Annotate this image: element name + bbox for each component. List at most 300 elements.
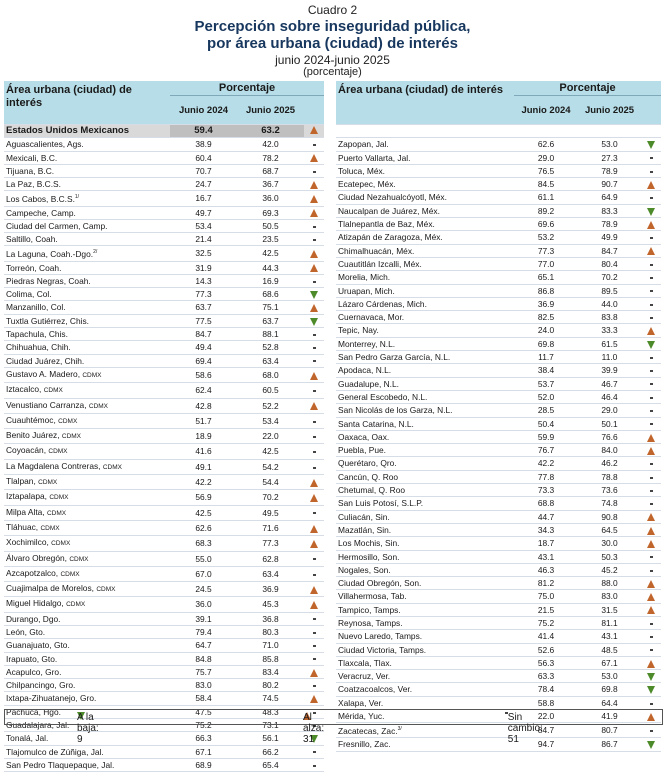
city-name: Culiacán, Sin.	[336, 510, 514, 523]
city-name: Los Mochis, Sin.	[336, 537, 514, 550]
table-row	[4, 536, 324, 551]
city-name: Ecatepec, Méx.	[336, 178, 514, 191]
right-table	[336, 81, 661, 752]
value-2024: 68.8	[514, 497, 578, 510]
trend-up-icon	[647, 513, 655, 521]
value-2024: 58.6	[170, 367, 237, 382]
value-2025: 45.2	[578, 563, 641, 576]
percentage-header: Porcentaje	[170, 81, 324, 96]
trend-up-icon	[310, 154, 318, 162]
value-2025: 68.0	[237, 367, 304, 382]
value-2024: 84.8	[170, 652, 237, 665]
value-2025: 83.8	[578, 311, 641, 324]
table-row	[4, 367, 324, 382]
value-2024: 77.5	[170, 314, 237, 327]
city-name: Manzanillo, Col.	[4, 301, 170, 314]
table-row	[4, 354, 324, 367]
trend-down-icon	[647, 208, 655, 216]
no-change-icon	[313, 281, 316, 283]
trend-header-right	[641, 96, 661, 125]
city-name: Cuajimalpa de Morelos, CDMX	[4, 582, 170, 597]
value-2025: 78.2	[237, 151, 304, 164]
no-change-icon	[313, 765, 316, 767]
value-2024: 24.0	[514, 324, 578, 337]
value-2025: 46.4	[578, 390, 641, 403]
value-2024: 14.3	[170, 274, 237, 287]
value-2024: 63.7	[170, 301, 237, 314]
table-row	[336, 337, 661, 350]
table-row	[336, 164, 661, 177]
no-change-icon	[313, 390, 316, 392]
city-name: Tlalnepantla de Baz, Méx.	[336, 218, 514, 231]
value-2024: 70.7	[170, 164, 237, 177]
city-name: San Nicolás de los Garza, N.L.	[336, 404, 514, 417]
value-2025: 83.0	[578, 590, 641, 603]
value-2024: 61.1	[514, 191, 578, 204]
city-name: Chimalhuacán, Méx.	[336, 244, 514, 257]
value-2024: 24.7	[170, 178, 237, 191]
value-2024: 21.4	[170, 233, 237, 246]
value-2025: 66.2	[237, 745, 304, 758]
city-name: Tláhuac, CDMX	[4, 520, 170, 535]
value-2024: 60.4	[170, 151, 237, 164]
city-name: Milpa Alta, CDMX	[4, 505, 170, 520]
no-change-icon	[313, 467, 316, 469]
table-row	[4, 566, 324, 581]
city-name: La Magdalena Contreras, CDMX	[4, 459, 170, 474]
value-2024: 94.7	[514, 738, 578, 751]
value-2024: 78.4	[514, 683, 578, 696]
value-2025: 27.3	[578, 151, 641, 164]
city-name: Iztacalco, CDMX	[4, 383, 170, 398]
units-label: (porcentaje)	[303, 66, 362, 78]
value-2024: 38.4	[514, 364, 578, 377]
value-2025: 70.2	[578, 271, 641, 284]
value-2024: 62.4	[170, 383, 237, 398]
value-2025: 65.4	[237, 758, 304, 771]
city-name: Nuevo Laredo, Tamps.	[336, 630, 514, 643]
value-2024: 66.3	[170, 732, 237, 745]
city-name: Cuautitlán Izcalli, Méx.	[336, 257, 514, 270]
value-2024: 82.5	[514, 311, 578, 324]
value-2025: 39.9	[578, 364, 641, 377]
city-name: Durango, Dgo.	[4, 612, 170, 625]
table-row	[336, 723, 661, 738]
table-row	[4, 475, 324, 490]
table-row	[336, 417, 661, 430]
table-row	[4, 261, 324, 274]
no-change-icon	[650, 171, 653, 173]
table-row	[336, 696, 661, 709]
value-2025: 29.0	[578, 404, 641, 417]
table-row	[336, 457, 661, 470]
value-2025: 64.5	[578, 523, 641, 536]
value-2025: 36.8	[237, 612, 304, 625]
trend-down-icon	[647, 341, 655, 349]
city-name: Tonalá, Jal.	[4, 732, 170, 745]
city-name: La Laguna, Coah.-Dgo.$^{2/}$	[4, 246, 170, 261]
value-2025: 69.8	[578, 683, 641, 696]
trend-up-icon	[647, 580, 655, 588]
table-row	[336, 497, 661, 510]
table-row	[4, 692, 324, 705]
value-2024: 32.5	[170, 246, 237, 261]
value-2024: 18.7	[514, 537, 578, 550]
no-change-icon	[313, 226, 316, 228]
no-change-icon	[313, 658, 316, 660]
table-row	[4, 582, 324, 597]
city-name: Mérida, Yuc.	[336, 710, 514, 723]
city-name: Oaxaca, Oax.	[336, 430, 514, 443]
value-2024: 38.9	[170, 138, 237, 151]
trend-up-icon	[647, 606, 655, 614]
table-row	[4, 164, 324, 177]
table-row	[336, 311, 661, 324]
value-2024: 49.4	[170, 341, 237, 354]
value-2025: 85.8	[237, 652, 304, 665]
trend-up-icon	[647, 327, 655, 335]
city-name: Irapuato, Gto.	[4, 652, 170, 665]
table-row	[4, 639, 324, 652]
trend-up-icon	[647, 447, 655, 455]
table-row	[336, 138, 661, 151]
city-name: Los Cabos, B.C.S.$^{1/}$	[4, 191, 170, 206]
table-row	[4, 625, 324, 638]
value-2025: 52.8	[237, 341, 304, 354]
table-row	[4, 444, 324, 459]
city-name: Cuernavaca, Mor.	[336, 311, 514, 324]
value-2025: 67.1	[578, 656, 641, 669]
table-row	[4, 233, 324, 246]
table-row	[4, 274, 324, 287]
trend-up-icon	[647, 221, 655, 229]
trend-up-icon	[310, 669, 318, 677]
value-2024: 76.5	[514, 164, 578, 177]
value-2024: 46.3	[514, 563, 578, 576]
value-2025: 78.8	[578, 470, 641, 483]
value-2025: 73.1	[237, 719, 304, 732]
no-change-icon	[650, 383, 653, 385]
no-change-icon	[650, 197, 653, 199]
table-row	[336, 404, 661, 417]
table-row	[336, 470, 661, 483]
value-2024: 43.1	[514, 550, 578, 563]
value-2024: 84.7	[170, 328, 237, 341]
city-name: Tlaxcala, Tlax.	[336, 656, 514, 669]
table-row	[4, 520, 324, 535]
no-change-icon	[313, 144, 316, 146]
city-name: Guanajuato, Gto.	[4, 639, 170, 652]
city-name: Acapulco, Gro.	[4, 665, 170, 678]
value-2025: 75.1	[237, 301, 304, 314]
city-name: San Pedro Tlaquepaque, Jal.	[4, 758, 170, 771]
year-2025-header: Junio 2025	[237, 96, 304, 125]
value-2024: 53.2	[514, 231, 578, 244]
table-row	[336, 284, 661, 297]
trend-down-icon	[647, 141, 655, 149]
value-2025: 54.4	[237, 475, 304, 490]
value-2025: 71.0	[237, 639, 304, 652]
trend-header	[304, 96, 324, 125]
legend-down-text: A la baja: 9	[77, 712, 99, 745]
value-2024: 28.5	[514, 404, 578, 417]
table-row	[336, 523, 661, 536]
value-2024: 49.7	[170, 206, 237, 219]
value-2024: 18.9	[170, 429, 237, 444]
no-change-icon	[313, 751, 316, 753]
table-row	[336, 178, 661, 191]
value-2024: 67.0	[170, 566, 237, 581]
value-2025: 62.8	[237, 551, 304, 566]
value-2024: 44.7	[514, 510, 578, 523]
city-name: Chilpancingo, Gro.	[4, 679, 170, 692]
table-row	[336, 351, 661, 364]
value-2025: 56.1	[237, 732, 304, 745]
table-row	[336, 257, 661, 270]
no-change-icon	[313, 347, 316, 349]
no-change-icon	[650, 570, 653, 572]
trend-up-icon	[310, 195, 318, 203]
value-2025: 46.2	[578, 457, 641, 470]
table-row	[4, 490, 324, 505]
table-row	[336, 656, 661, 669]
table-row	[4, 138, 324, 151]
table-row	[4, 429, 324, 444]
city-name: Monterrey, N.L.	[336, 337, 514, 350]
trend-down-icon	[647, 673, 655, 681]
value-2024: 24.5	[170, 582, 237, 597]
value-2025: 64.4	[578, 696, 641, 709]
city-name: Tijuana, B.C.	[4, 164, 170, 177]
trend-up-icon	[310, 479, 318, 487]
value-2024: 39.1	[170, 612, 237, 625]
value-2025: 78.9	[578, 164, 641, 177]
value-2025: 77.3	[237, 536, 304, 551]
value-2025: 89.5	[578, 284, 641, 297]
city-name: Xochimilco, CDMX	[4, 536, 170, 551]
no-change-icon	[313, 451, 316, 453]
table-row	[4, 178, 324, 191]
city-name: Reynosa, Tamps.	[336, 616, 514, 629]
trend-up-icon	[310, 304, 318, 312]
trend-up-icon	[647, 540, 655, 548]
trend-up-icon	[310, 126, 318, 134]
value-2025: 63.7	[237, 314, 304, 327]
value-2025: 64.9	[578, 191, 641, 204]
table-row	[336, 244, 661, 257]
no-change-icon	[313, 421, 316, 423]
table-row	[4, 597, 324, 612]
city-name: Hermosillo, Son.	[336, 550, 514, 563]
value-2025: 80.2	[237, 679, 304, 692]
table-row	[4, 551, 324, 566]
city-name: Cancún, Q. Roo	[336, 470, 514, 483]
no-change-icon	[650, 556, 653, 558]
value-2024: 67.1	[170, 745, 237, 758]
value-2024: 11.7	[514, 351, 578, 364]
value-2024: 69.6	[514, 218, 578, 231]
table-row	[336, 364, 661, 377]
value-2024: 16.7	[170, 191, 237, 206]
value-2025: 41.9	[578, 710, 641, 723]
table-row	[4, 288, 324, 301]
no-change-icon	[650, 703, 653, 705]
city-name: Aguascalientes, Ags.	[4, 138, 170, 151]
city-name: Ciudad del Carmen, Camp.	[4, 219, 170, 232]
value-2024: 65.1	[514, 271, 578, 284]
city-name: Campeche, Camp.	[4, 206, 170, 219]
value-2024: 75.0	[514, 590, 578, 603]
trend-up-icon	[310, 525, 318, 533]
table-row	[336, 550, 661, 563]
table-row	[4, 745, 324, 758]
value-2025: 23.5	[237, 233, 304, 246]
city-name: Cuauhtémoc, CDMX	[4, 413, 170, 428]
left-table	[4, 81, 324, 772]
value-2024: 79.4	[170, 625, 237, 638]
no-change-icon	[313, 512, 316, 514]
no-change-icon	[313, 360, 316, 362]
city-name: Xalapa, Ver.	[336, 696, 514, 709]
national-2025: 63.2	[237, 125, 304, 138]
value-2025: 46.7	[578, 377, 641, 390]
no-change-icon	[650, 237, 653, 239]
value-2024: 83.0	[170, 679, 237, 692]
trend-up-icon	[647, 247, 655, 255]
city-name: San Pedro Garza García, N.L.	[336, 351, 514, 364]
value-2025: 33.3	[578, 324, 641, 337]
city-name: Querétaro, Qro.	[336, 457, 514, 470]
city-name: Coyoacán, CDMX	[4, 444, 170, 459]
no-change-icon	[650, 463, 653, 465]
table-row	[4, 191, 324, 206]
trend-down-icon	[310, 291, 318, 299]
value-2025: 54.2	[237, 459, 304, 474]
city-name: Tampico, Tamps.	[336, 603, 514, 616]
value-2025: 45.3	[237, 597, 304, 612]
value-2025: 16.9	[237, 274, 304, 287]
value-2025: 76.6	[578, 430, 641, 443]
table-row	[4, 413, 324, 428]
trend-down-icon	[647, 686, 655, 694]
year-2024-header: Junio 2024	[170, 96, 237, 125]
value-2024: 56.9	[170, 490, 237, 505]
value-2025: 71.6	[237, 520, 304, 535]
city-name: Mazatlán, Sin.	[336, 523, 514, 536]
no-change-icon	[313, 685, 316, 687]
city-name: Nogales, Son.	[336, 563, 514, 576]
national-name: Estados Unidos Mexicanos	[4, 125, 170, 138]
table-row	[4, 758, 324, 771]
city-name: Puerto Vallarta, Jal.	[336, 151, 514, 164]
value-2025: 44.0	[578, 297, 641, 310]
table-row	[336, 271, 661, 284]
table-row	[4, 314, 324, 327]
city-name: Venustiano Carranza, CDMX	[4, 398, 170, 413]
city-name: Colima, Col.	[4, 288, 170, 301]
table-row	[336, 738, 661, 751]
area-header: Área urbana (ciudad) de interés	[4, 81, 170, 125]
trend-up-icon	[310, 181, 318, 189]
value-2024: 69.4	[170, 354, 237, 367]
value-2025	[578, 125, 641, 138]
no-change-icon	[313, 574, 316, 576]
table-row	[336, 377, 661, 390]
value-2025: 43.1	[578, 630, 641, 643]
value-2024: 31.9	[170, 261, 237, 274]
value-2025: 86.7	[578, 738, 641, 751]
value-2025: 63.4	[237, 566, 304, 581]
value-2025: 69.3	[237, 206, 304, 219]
no-change-icon	[650, 357, 653, 359]
value-2025: 83.4	[237, 665, 304, 678]
no-change-icon	[650, 277, 653, 279]
value-2024: 69.8	[514, 337, 578, 350]
table-row	[4, 206, 324, 219]
trend-up-icon	[310, 250, 318, 258]
value-2024: 42.8	[170, 398, 237, 413]
table-row	[4, 398, 324, 413]
value-2025: 31.5	[578, 603, 641, 616]
trend-up-icon	[310, 586, 318, 594]
title-line-2: por área urbana (ciudad) de interés	[207, 35, 458, 52]
trend-up-icon	[310, 264, 318, 272]
city-name: Azcapotzalco, CDMX	[4, 566, 170, 581]
city-name: Tapachula, Chis.	[4, 328, 170, 341]
no-change-icon	[313, 334, 316, 336]
value-2025: 70.2	[237, 490, 304, 505]
table-row	[336, 630, 661, 643]
city-name: Lázaro Cárdenas, Mich.	[336, 297, 514, 310]
city-name: Ciudad Victoria, Tamps.	[336, 643, 514, 656]
no-change-icon	[650, 290, 653, 292]
city-name: Benito Juárez, CDMX	[4, 429, 170, 444]
value-2025: 11.0	[578, 351, 641, 364]
value-2025: 80.4	[578, 257, 641, 270]
value-2025: 30.0	[578, 537, 641, 550]
value-2024: 42.5	[170, 505, 237, 520]
value-2025: 48.3	[237, 705, 304, 718]
no-change-icon	[650, 370, 653, 372]
value-2025: 90.7	[578, 178, 641, 191]
trend-up-icon	[647, 660, 655, 668]
no-change-icon	[650, 410, 653, 412]
value-2024: 62.6	[514, 138, 578, 151]
value-2025: 36.0	[237, 191, 304, 206]
table-row	[4, 732, 324, 745]
value-2025: 36.7	[237, 178, 304, 191]
value-2024: 77.0	[514, 257, 578, 270]
table-row	[336, 643, 661, 656]
value-2024: 75.2	[170, 719, 237, 732]
no-change-icon	[650, 477, 653, 479]
city-name	[336, 125, 514, 138]
city-name: León, Gto.	[4, 625, 170, 638]
legend-up-text: Al alza: 31	[303, 712, 325, 745]
table-row	[336, 297, 661, 310]
value-2025: 53.0	[578, 670, 641, 683]
cuadro-label: Cuadro 2	[307, 3, 358, 17]
city-name: Iztapalapa, CDMX	[4, 490, 170, 505]
value-2024: 41.4	[514, 630, 578, 643]
table-row	[4, 219, 324, 232]
city-name: Chihuahua, Chih.	[4, 341, 170, 354]
no-change-icon	[650, 397, 653, 399]
city-name: Chetumal, Q. Roo	[336, 484, 514, 497]
table-row	[336, 218, 661, 231]
table-row	[336, 603, 661, 616]
value-2025: 48.5	[578, 643, 641, 656]
